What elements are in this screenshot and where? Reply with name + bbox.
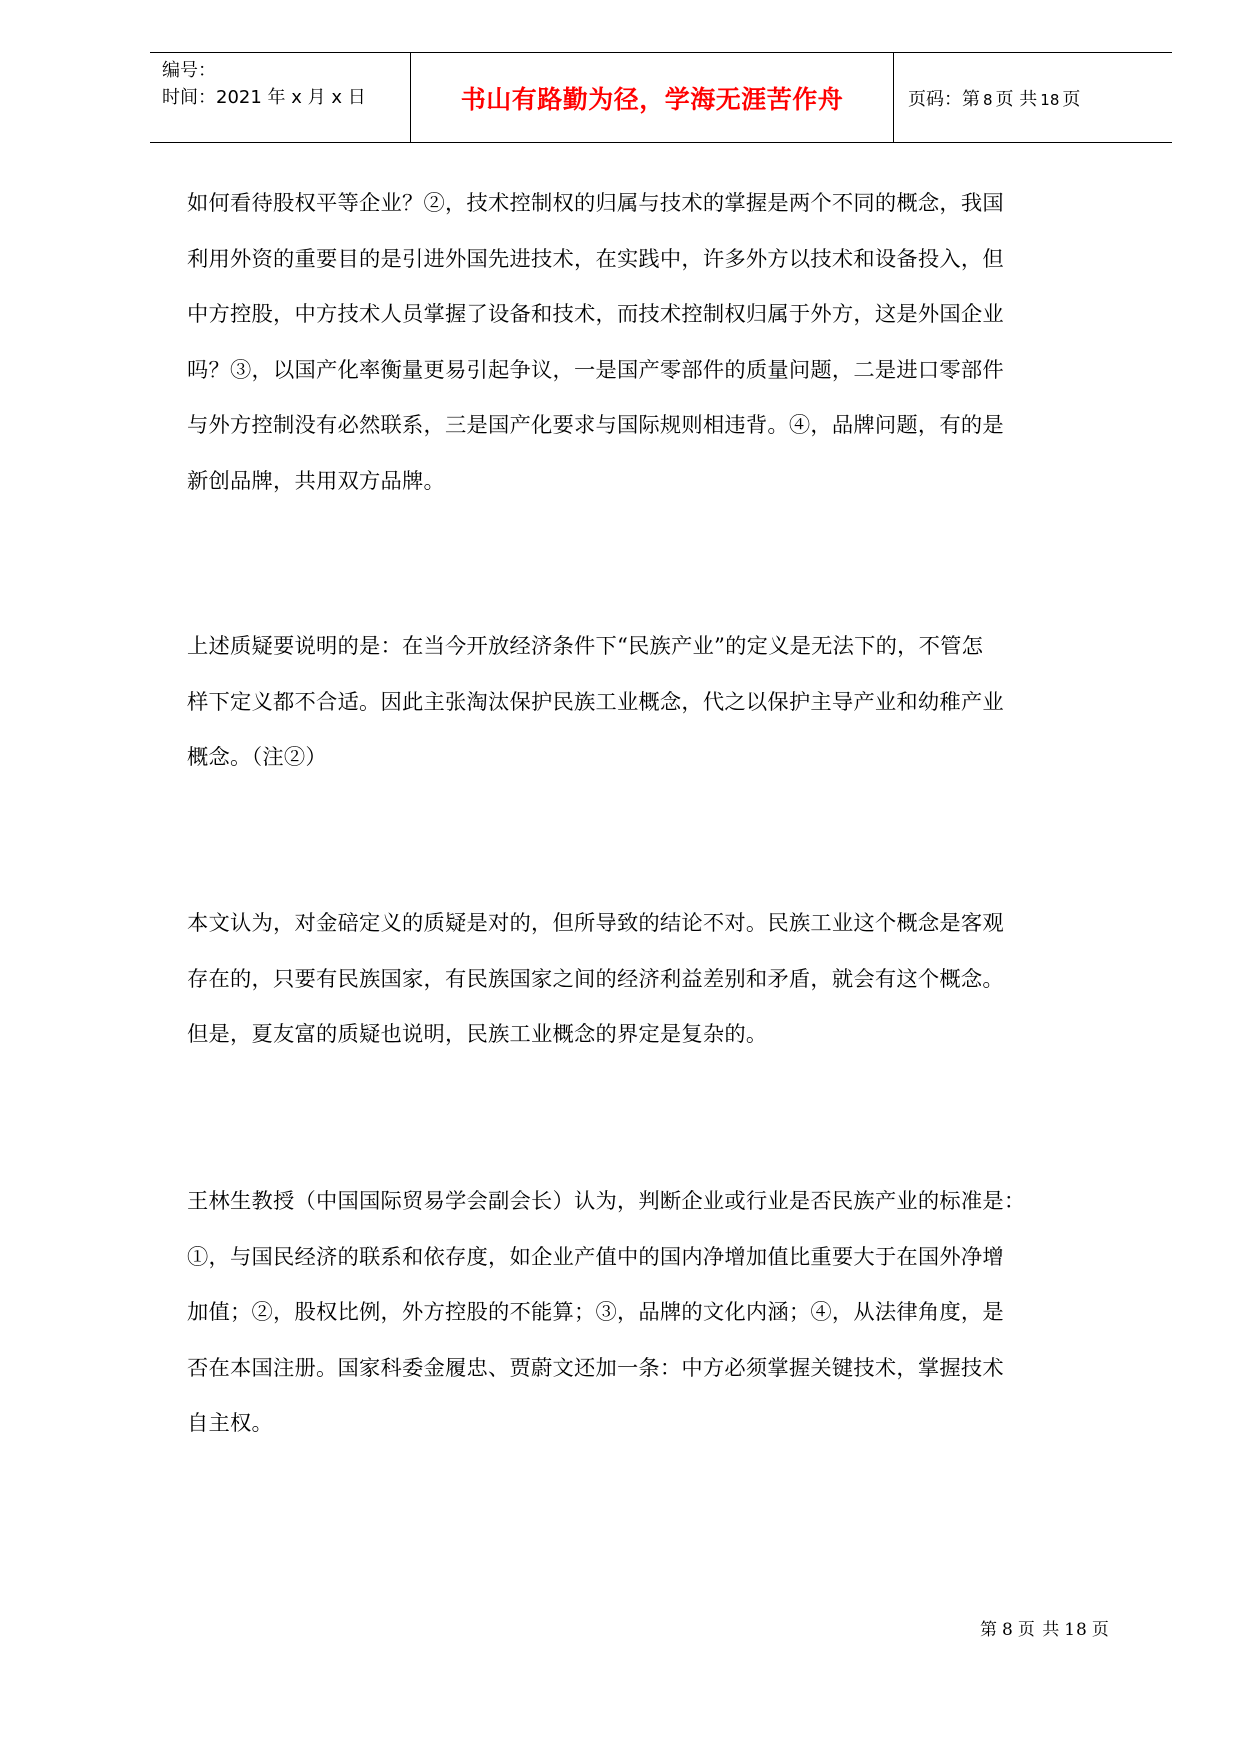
- footer-page-current: 8: [1002, 1620, 1014, 1640]
- page-footer: [980, 1615, 1110, 1640]
- text-line: 上述质疑要说明的是：在当今开放经济条件下“民族产业”的定义是无法下的，不管怎: [187, 634, 984, 659]
- text-line: 王林生教授（中国国际贸易学会副会长）认为，判断企业或行业是否民族产业的标准是：: [187, 1189, 1026, 1214]
- footer-middle: 页 共: [1017, 1620, 1061, 1640]
- header-meta-cell: [150, 53, 410, 142]
- text-line: 利用外资的重要目的是引进外国先进技术，在实践中，许多外方以技术和设备投入，但: [187, 246, 1004, 272]
- text-line: 与外方控制没有必然联系，三是国产化要求与国际规则相违背。④，品牌问题，有的是: [187, 413, 1004, 438]
- text-line: 否在本国注册。国家科委金履忠、贾蔚文还加一条：中方必须掌握关键技术，掌握技术: [187, 1355, 1004, 1381]
- paragraph-4: [187, 1174, 1147, 1452]
- text-line: 自主权。: [187, 1411, 273, 1436]
- document-time-label: 时间：2021 年 x 月 x 日: [162, 87, 366, 108]
- text-line: 加值；②，股权比例，外方控股的不能算；③，品牌的文化内涵；④，从法律角度，是: [187, 1300, 1004, 1325]
- document-number-label: 编号：: [162, 60, 216, 81]
- text-line: 新创品牌，共用双方品牌。: [187, 468, 445, 494]
- header-page-middle: 页 共: [995, 88, 1038, 110]
- text-line: 如何看待股权平等企业？②，技术控制权的归属与技术的掌握是两个不同的概念，我国: [187, 191, 1004, 216]
- text-line: 样下定义都不合适。因此主张淘汰保护民族工业概念，代之以保护主导产业和幼稚产业: [187, 689, 1004, 715]
- text-line: 存在的，只要有民族国家，有民族国家之间的经济利益差别和矛盾，就会有这个概念。: [187, 966, 1004, 992]
- text-line: 吗？③，以国产化率衡量更易引起争议，一是国产零部件的质量问题，二是进口零部件: [187, 357, 1004, 383]
- text-line: 概念。（注②）: [187, 745, 327, 770]
- header-page-suffix: 页: [1062, 88, 1081, 110]
- text-line: 但是，夏友富的质疑也说明，民族工业概念的界定是复杂的。: [187, 1022, 768, 1047]
- header-page-info: [908, 85, 1080, 111]
- header-page-prefix: 页码：第: [908, 88, 980, 110]
- text-line: 中方控股，中方技术人员掌握了设备和技术，而技术控制权归属于外方，这是外国企业: [187, 302, 1004, 327]
- footer-page-total: 18: [1064, 1620, 1088, 1640]
- text-line: 本文认为，对金碚定义的质疑是对的，但所导致的结论不对。民族工业这个概念是客观: [187, 911, 1004, 936]
- footer-suffix: 页: [1091, 1620, 1110, 1640]
- motto-text: 书山有路勤为径，学海无涯苦作舟: [460, 84, 844, 114]
- header-page-current: 8: [983, 90, 993, 109]
- text-line: ①，与国民经济的联系和依存度，如企业产值中的国内净增加值比重要大于在国外净增: [187, 1244, 1004, 1270]
- header-page-cell: [894, 53, 1172, 142]
- paragraph-3: [187, 896, 1147, 1063]
- footer-prefix: 第: [980, 1620, 998, 1640]
- page-header: [150, 52, 1172, 143]
- paragraph-2: [187, 619, 1147, 786]
- header-motto-cell: [410, 53, 894, 142]
- header-page-total: 18: [1040, 90, 1060, 109]
- paragraph-1: [187, 176, 1147, 509]
